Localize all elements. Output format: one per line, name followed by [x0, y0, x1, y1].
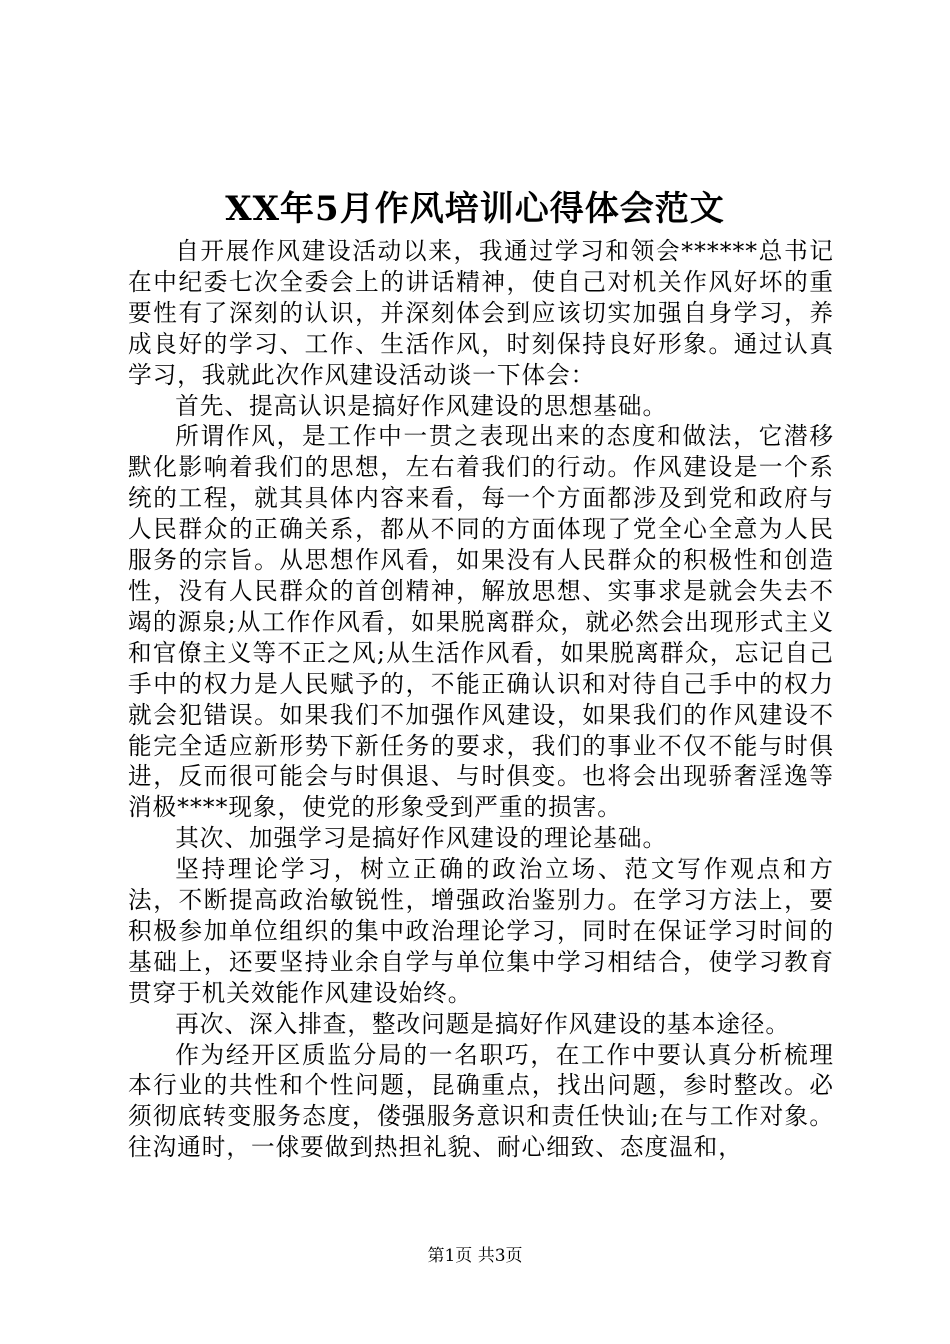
document-title: XX年5月作风培训心得体会范文 — [225, 189, 725, 229]
paragraph-heading-third: 再次、深入排查，整改问题是搞好作风建设的基本途径。 — [175, 1009, 791, 1038]
document-body — [128, 236, 834, 1163]
paragraph-heading-second: 其次、加强学习是搞好作风建设的理论基础。 — [175, 824, 668, 853]
page-number-footer: 第1页 共3页 — [427, 1246, 523, 1266]
paragraph-theory-study: 坚持理论学习，树立正确的政治立场、范文写作观点和方法，不断提高政治敏锐性，增强政治鉴别力。在学习方法上，要积极参加单位组织的集中政治理论学习，同时在保证学习时间的基础上，还要坚持业余自学与单位集中学习相结合，使学习教育贯穿于机关效能作风建设始终。 — [128, 855, 834, 1007]
paragraph-work-style: 所谓作风，是工作中一贯之表现出来的态度和做法，它潜移默化影响着我们的思想，左右着我们的行动。作风建设是一个系统的工程，就其具体内容来看，每一个方面都涉及到党和政府与人民群众的正确关系，都从不同的方面体现了党全心全意为人民服务的宗旨。从思想作风看，如果没有人民群众的积极性和创造性，没有人民群众的首创精神，解放思想、实事求是就会失去不竭的源泉;从工作作风看，如果脱离群众，就必然会出现形式主义和官僚主义等不正之风;从生活作风看，如果脱离群众，忘记自己手中的权力是人民赋予的，不能正确认识和对待自己手中的权力就会犯错误。如果我们不加强作风建设，如果我们的作风建设不能完全适应新形势下新任务的要求，我们的事业不仅不能与时俱进，反而很可能会与时俱退、与时俱变。也将会出现骄奢淫逸等消极****现象，使党的形象受到严重的损害。 — [128, 422, 834, 822]
paragraph-rectification: 作为经开区质监分局的一名职巧，在工作中要认真分析梳理本行业的共性和个性问题，昆确重点，找出问题，参时整改。必须彻底转变服务态度，偻强服务意识和责任快讪;在与工作对象。往沟通时，一俅要做到热担礼貌、耐心细致、态度温和， — [128, 1040, 834, 1162]
paragraph-intro: 自开展作风建设活动以来，我通过学习和领会******总书记在中纪委七次全委会上的讲话精神，使自己对机关作风好坏的重要性有了深刻的认识，并深刻体会到应该切实加强自身学习，养成良好的学习、工作、生活作风，时刻保持良好形象。通过认真学习，我就此次作风建设活动谈一下体会： — [128, 237, 834, 389]
paragraph-heading-first: 首先、提高认识是搞好作风建设的思想基础。 — [175, 391, 668, 420]
